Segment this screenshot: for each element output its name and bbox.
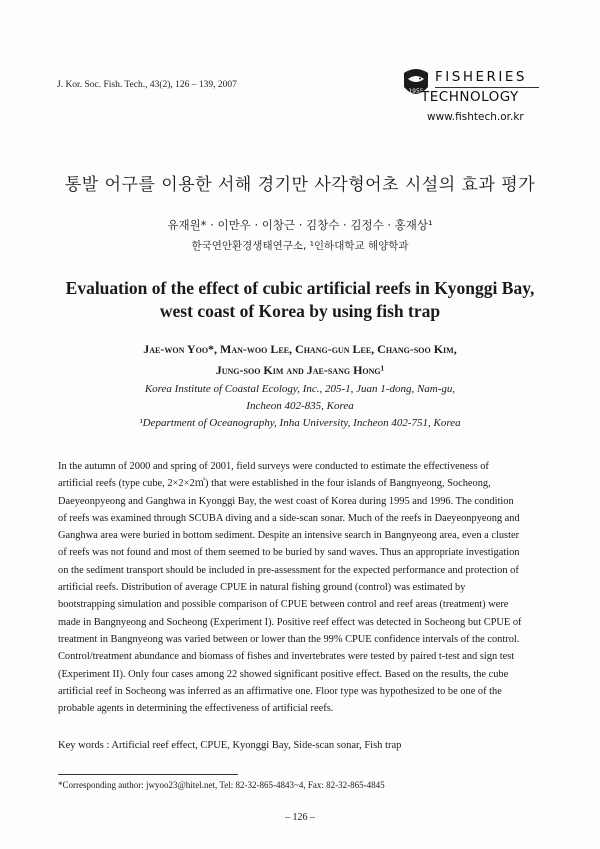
page-number: – 126 – [285,812,315,823]
korean-title: 통발 어구를 이용한 서해 경기만 사각형어초 시설의 효과 평가 [64,175,536,195]
abstract-line: artificial reefs. Distribution of average CPUE in natural fishing ground (control) was estimated by [58,582,466,594]
abstract-line: artificial reefs (type cube, 2×2×2㎥) that were established in the four islands of Bangnyeong, Socheong, [58,478,491,490]
affiliation-line1: Korea Institute of Coastal Ecology, Inc., 205-1, Juan 1-dong, Nam-gu, [144,383,456,395]
abstract-line: Control/treatment abundance and biomass of fishes and invertebrates were tested by paired t-test and sign test [58,651,515,663]
english-authors-line1: Jae-won Yoo*, Man-woo Lee, Chang-gun Lee, Chang-soo Kim, [143,342,457,356]
logo-rule [435,87,539,88]
abstract-line: of reefs was not found and most of them seemed to be buried by sand waves. Thus an appropriate investigation [58,547,520,559]
abstract-line: In the autumn of 2000 and spring of 2001, field surveys were conducted to estimate the effectiveness of [58,461,489,472]
logo-line2: TECHNOLOGY [421,89,519,105]
corresponding-author-footnote: *Corresponding author: jwyoo23@hitel.net, Tel: 82-32-865-4843~4, Fax: 82-32-865-4845 [58,780,385,790]
abstract-line: Ganghwa area were buried in bottom sediment. Despite an intensive search in Bangnyeong area, even a cluster [58,530,520,542]
journal-url[interactable]: www.fishtech.or.kr [427,111,524,123]
logo-line1: FISHERIES [435,69,527,85]
journal-citation: J. Kor. Soc. Fish. Tech., 43(2), 126 – 139, 2007 [57,80,237,90]
abstract [58,458,544,717]
abstract-line: of reefs was examined through SCUBA diving and a side-scan sonar. Much of the reefs in Daeyeonpyeong and [58,512,520,524]
journal-logo [397,67,547,131]
keywords: Key words : Artificial reef effect, CPUE, Kyonggi Bay, Side-scan sonar, Fish trap [58,740,402,751]
affiliation-line2: Incheon 402-835, Korea [246,400,354,412]
english-title-line2: west coast of Korea by using fish trap [159,301,441,321]
abstract-line: (Experiment II). Only four cases among 22 showed significant positive effect. Based on the results, the cube [58,668,509,680]
abstract-line: treatment in Bangnyeong was varied between or lower than the 99% CPUE confidence intervals of the control. [58,633,520,645]
abstract-line: made in Bangnyeong and Socheong (Experiment I). Positive reef effect was detected in Socheong but CPUE of [58,616,522,628]
abstract-line: probable agents in determining the effectiveness of artificial reefs. [58,703,334,715]
abstract-line: on the sediment transport should be included in pre-assessment for the expected performance and protection of [58,564,519,576]
korean-affiliation: 한국연안환경생태연구소, ¹인하대학교 해양학과 [191,240,409,252]
abstract-line: artificial reef in Socheong was inferred as an affirmative one. Floor type was hypothesized to be one of the [58,685,502,697]
footnote-divider [58,774,238,775]
korean-authors: 유재원* · 이만우 · 이창근 · 김창수 · 김정수 · 홍재상¹ [167,218,433,232]
abstract-line: Daeyeonpyeong and Ganghwa in Kyonggi Bay, the west coast of Korea during 1995 and 1996. The condition [58,495,514,507]
logo-emblem-text: 1955 [408,88,424,95]
abstract-line: bootstrapping simulation and possible comparison of CPUE between control and reef areas (treatment) were [58,599,509,611]
affiliation-line3: ¹Department of Oceanography, Inha University, Incheon 402-751, Korea [139,417,461,429]
english-affiliations [40,381,560,432]
english-title-line1: Evaluation of the effect of cubic artificial reefs in Kyonggi Bay, [65,278,535,298]
english-title [40,277,560,323]
english-authors [40,339,560,381]
english-authors-line2: Jung-soo Kim and Jae-sang Hong¹ [215,363,385,377]
